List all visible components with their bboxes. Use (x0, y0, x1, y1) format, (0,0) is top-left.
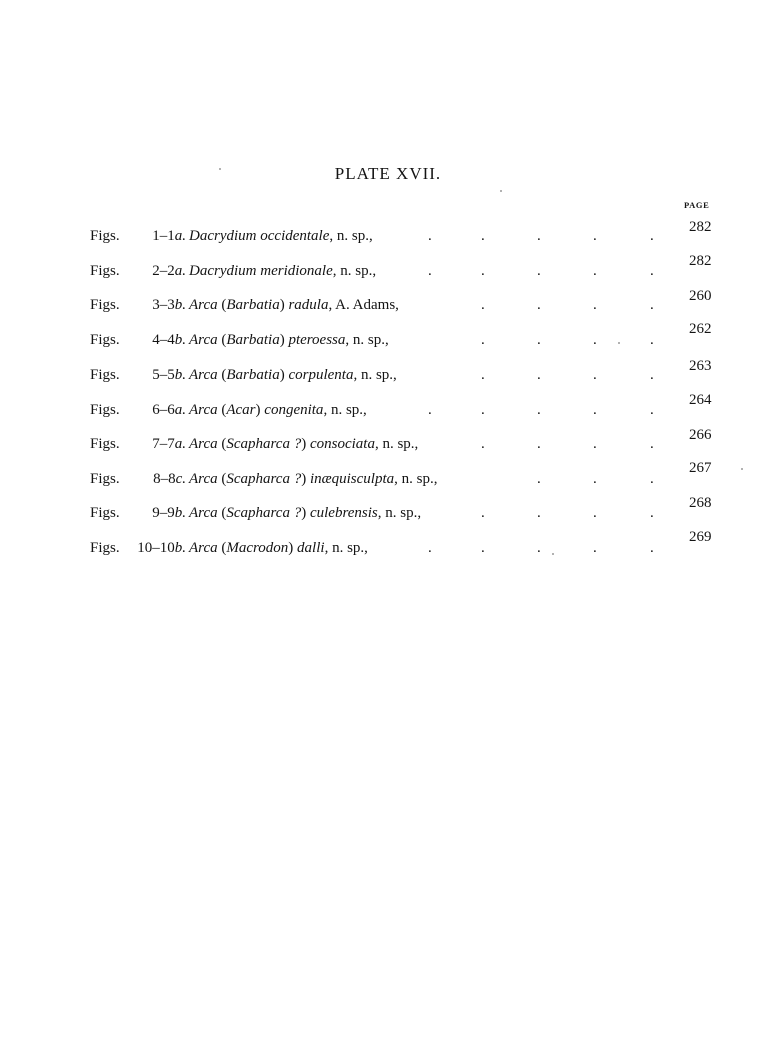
figure-range-letter: a. (174, 436, 186, 452)
species-epithet: radula (288, 297, 329, 313)
genus-name: Arca (189, 540, 218, 556)
subgenus-name: Barbatia (226, 297, 280, 313)
plate-entry-row (0, 255, 776, 285)
plate-entry-row (0, 359, 776, 389)
page-number: 266 (689, 427, 712, 443)
plate-entry-row (0, 497, 776, 527)
genus-name: Arca (189, 297, 218, 313)
page-number: 268 (689, 495, 712, 511)
species-name: Arca (Acar) congenita, n. sp., (189, 402, 367, 418)
figs-label: Figs. (90, 297, 120, 313)
figure-range-letter: a. (174, 263, 186, 279)
figs-label: Figs. (90, 402, 120, 418)
figure-range-letter: b. (174, 332, 186, 348)
species-name: Arca (Barbatia) radula, A. Adams, (189, 297, 399, 313)
species-epithet: inæquisculpta (309, 471, 395, 487)
figure-range-letter: b. (174, 540, 186, 556)
figure-range-numbers: 9–9 (152, 505, 175, 521)
species-author: n. sp., (340, 263, 377, 279)
page-number: 263 (689, 358, 712, 374)
leader-dots: . . . (537, 471, 654, 487)
leader-dots: . . . . . (428, 402, 654, 418)
species-name: Arca (Barbatia) pteroessa, n. sp., (189, 332, 389, 348)
figure-range-letter: a. (174, 228, 186, 244)
page-number: 262 (689, 321, 712, 337)
species-epithet: meridionale (260, 263, 333, 279)
page-number: 260 (689, 288, 712, 304)
figs-label: Figs. (90, 263, 120, 279)
figure-range-letter: b. (174, 505, 186, 521)
page-number: 269 (689, 529, 712, 545)
species-author: A. Adams, (335, 297, 399, 313)
figure-range-letter: a. (174, 402, 186, 418)
figure-range-letter: c. (175, 471, 186, 487)
plate-entry-row (0, 220, 776, 250)
leader-dots: . . . . (481, 297, 654, 313)
species-epithet: consociata (309, 436, 375, 452)
figure-range-numbers: 4–4 (152, 332, 175, 348)
figs-label: Figs. (90, 540, 120, 556)
figs-label: Figs. (90, 228, 120, 244)
species-author: n. sp., (385, 505, 422, 521)
subgenus-name: Barbatia (226, 367, 280, 383)
species-epithet: corpulenta (288, 367, 354, 383)
leader-dots: . . . . . (428, 228, 654, 244)
page-column-header: PAGE (684, 200, 710, 210)
species-name: Arca (Scapharca ?) consociata, n. sp., (189, 436, 419, 452)
leader-dots: . . . . (481, 436, 654, 452)
plate-entry-row (0, 529, 776, 562)
species-author: n. sp., (332, 540, 368, 556)
figure-range-numbers: 7–7 (152, 436, 175, 452)
figure-range-numbers: 2–2 (152, 263, 175, 279)
species-author: n. sp., (330, 402, 367, 418)
species-name: Dacrydium occidentale, n. sp., (189, 228, 373, 244)
species-epithet: occidentale (260, 228, 330, 244)
leader-dots: . . . . . (428, 263, 654, 279)
figs-label: Figs. (90, 332, 120, 348)
leader-dots: . . . . . (428, 540, 654, 556)
species-name: Arca (Macrodon) dalli, n. sp., (189, 540, 368, 556)
species-epithet: culebrensis (309, 505, 378, 521)
species-author: n. sp., (382, 436, 419, 452)
subgenus-name: Scapharca ? (226, 505, 302, 521)
leader-dots: . . . . (481, 505, 654, 521)
plate-entry-row (0, 321, 776, 354)
page-number: 282 (689, 219, 712, 235)
plate-entry-row (0, 460, 776, 493)
genus-name: Arca (189, 402, 218, 418)
figure-range-numbers: 5–5 (152, 367, 175, 383)
leader-dots: . . . . (481, 332, 654, 348)
page-number: 267 (689, 460, 712, 476)
species-name: Arca (Barbatia) corpulenta, n. sp., (189, 367, 397, 383)
genus-name: Arca (189, 367, 218, 383)
plate-title: PLATE XVII. (334, 164, 442, 183)
species-author: n. sp., (360, 367, 397, 383)
subgenus-name: Acar (226, 402, 256, 418)
species-epithet: congenita (264, 402, 324, 418)
figure-range-numbers: 3–3 (152, 297, 175, 313)
genus-name: Arca (189, 332, 218, 348)
genus-name: Arca (189, 505, 218, 521)
subgenus-name: Macrodon (226, 540, 289, 556)
plate-entry-row (0, 289, 776, 319)
figure-range-letter: b. (174, 297, 186, 313)
plate-entry-row (0, 428, 776, 458)
species-author: n. sp., (352, 332, 389, 348)
genus-name: Arca (189, 436, 218, 452)
page-number: 264 (689, 392, 712, 408)
species-author: n. sp., (336, 228, 373, 244)
figure-range-numbers: 8–8 (153, 471, 176, 487)
figure-range-numbers: 10–10 (137, 540, 175, 556)
plate-entry-row (0, 394, 776, 424)
species-name: Dacrydium meridionale, n. sp., (189, 263, 377, 279)
species-epithet: dalli (297, 540, 325, 556)
species-epithet: pteroessa (288, 332, 346, 348)
leader-dots: . . . . (481, 367, 654, 383)
species-name: Arca (Scapharca ?) inæquisculpta, n. sp., (189, 471, 438, 487)
figs-label: Figs. (90, 367, 120, 383)
figure-range-numbers: 1–1 (152, 228, 175, 244)
genus-name: Dacrydium (189, 228, 257, 244)
figs-label: Figs. (90, 436, 120, 452)
figs-label: Figs. (90, 471, 120, 487)
subgenus-name: Scapharca ? (226, 436, 302, 452)
figure-range-numbers: 6–6 (152, 402, 175, 418)
figs-label: Figs. (90, 505, 120, 521)
figure-range-letter: b. (174, 367, 186, 383)
species-name: Arca (Scapharca ?) culebrensis, n. sp., (189, 505, 422, 521)
genus-name: Arca (189, 471, 218, 487)
page-number: 282 (689, 253, 712, 269)
species-author: n. sp., (401, 471, 438, 487)
genus-name: Dacrydium (189, 263, 257, 279)
subgenus-name: Scapharca ? (226, 471, 302, 487)
subgenus-name: Barbatia (226, 332, 280, 348)
